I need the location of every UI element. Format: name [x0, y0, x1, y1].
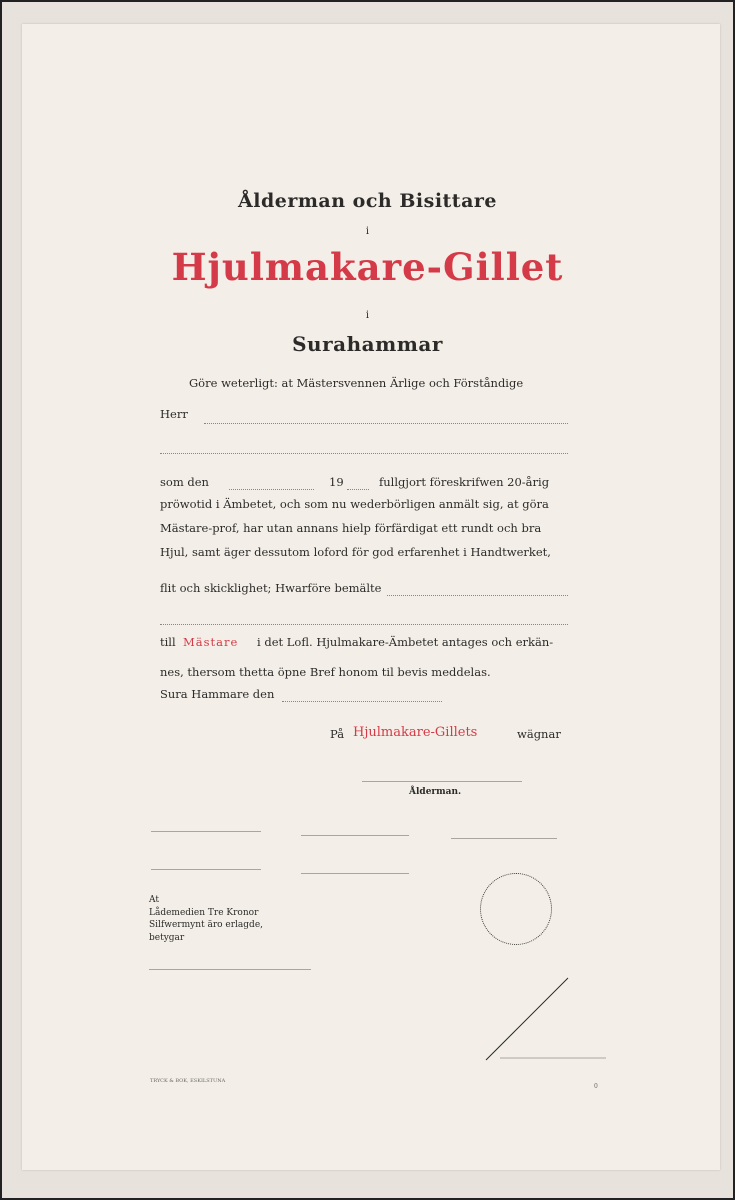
paragraph-line-1: fullgjort föreskrifwen 20-årig [379, 475, 550, 489]
town-name: Surahammar [292, 332, 443, 356]
year-line [347, 489, 369, 490]
witness-line-4 [151, 869, 261, 870]
fee-note-line-4: betygar [149, 933, 185, 943]
place-date-line [282, 701, 442, 702]
signature-wagnar: wägnar [517, 727, 561, 741]
connector-i-bottom: i [365, 310, 370, 321]
printer-mark: TRYCK & BOK, ESKILSTUNA [150, 1078, 226, 1084]
signature-guild: Hjulmakare-Gillets [353, 725, 478, 740]
seal-circle [480, 873, 552, 945]
paragraph-line-5: flit och skicklighet; Hwarföre bemälte [160, 581, 382, 595]
fee-note-line-1: At [149, 895, 159, 905]
witness-line-2 [301, 835, 409, 836]
paragraph-line-2: pröwotid i Ämbetet, och som nu wederbörligen anmält sig, at göra [160, 497, 549, 511]
mastare-title: Mästare [183, 635, 239, 649]
diagonal-seal-mark [480, 970, 610, 1065]
connector-i-top: i [365, 226, 370, 237]
witness-line-1 [151, 831, 261, 832]
paragraph-line-3: Mästare-prof, har utan annans hielp förfärdigat ett rundt och bra [160, 521, 542, 535]
alderman-label: Ålderman. [409, 787, 462, 797]
fee-note-line-3: Silfwermynt äro erlagde, [149, 920, 264, 930]
acceptance-till: till [160, 635, 176, 649]
name-line [204, 423, 568, 424]
year-prefix: 19 [329, 475, 344, 489]
date-line [229, 489, 314, 490]
fee-signature-line [149, 969, 311, 970]
declaration-intro: Göre weterligt: at Mästersvennen Ärlige och Förståndige [189, 376, 524, 390]
fee-note-line-2: Lådemedien Tre Kronor [149, 908, 259, 918]
signature-pa: På [330, 727, 345, 741]
certificate-heading: Ålderman och Bisittare [237, 190, 497, 212]
name-line-4 [160, 624, 568, 625]
page-mark: 0 [594, 1083, 598, 1090]
paragraph-line-4: Hjul, samt äger dessutom loford för god erfarenhet i Handtwerket, [160, 545, 551, 559]
name-line-2 [160, 453, 568, 454]
date-prefix: som den [160, 475, 209, 489]
acceptance-line-2: nes, thersom thetta öpne Bref honom til bevis meddelas. [160, 665, 491, 679]
herr-label: Herr [160, 407, 188, 421]
acceptance-line-1: i det Lofl. Hjulmakare-Ämbetet antages och erkän- [257, 635, 554, 649]
place-date-label: Sura Hammare den [160, 687, 275, 701]
alderman-signature-line [362, 781, 522, 782]
witness-line-3 [451, 838, 557, 839]
name-line-3 [387, 595, 568, 596]
guild-name: Hjulmakare-Gillet [171, 245, 564, 289]
witness-line-5 [301, 873, 409, 874]
